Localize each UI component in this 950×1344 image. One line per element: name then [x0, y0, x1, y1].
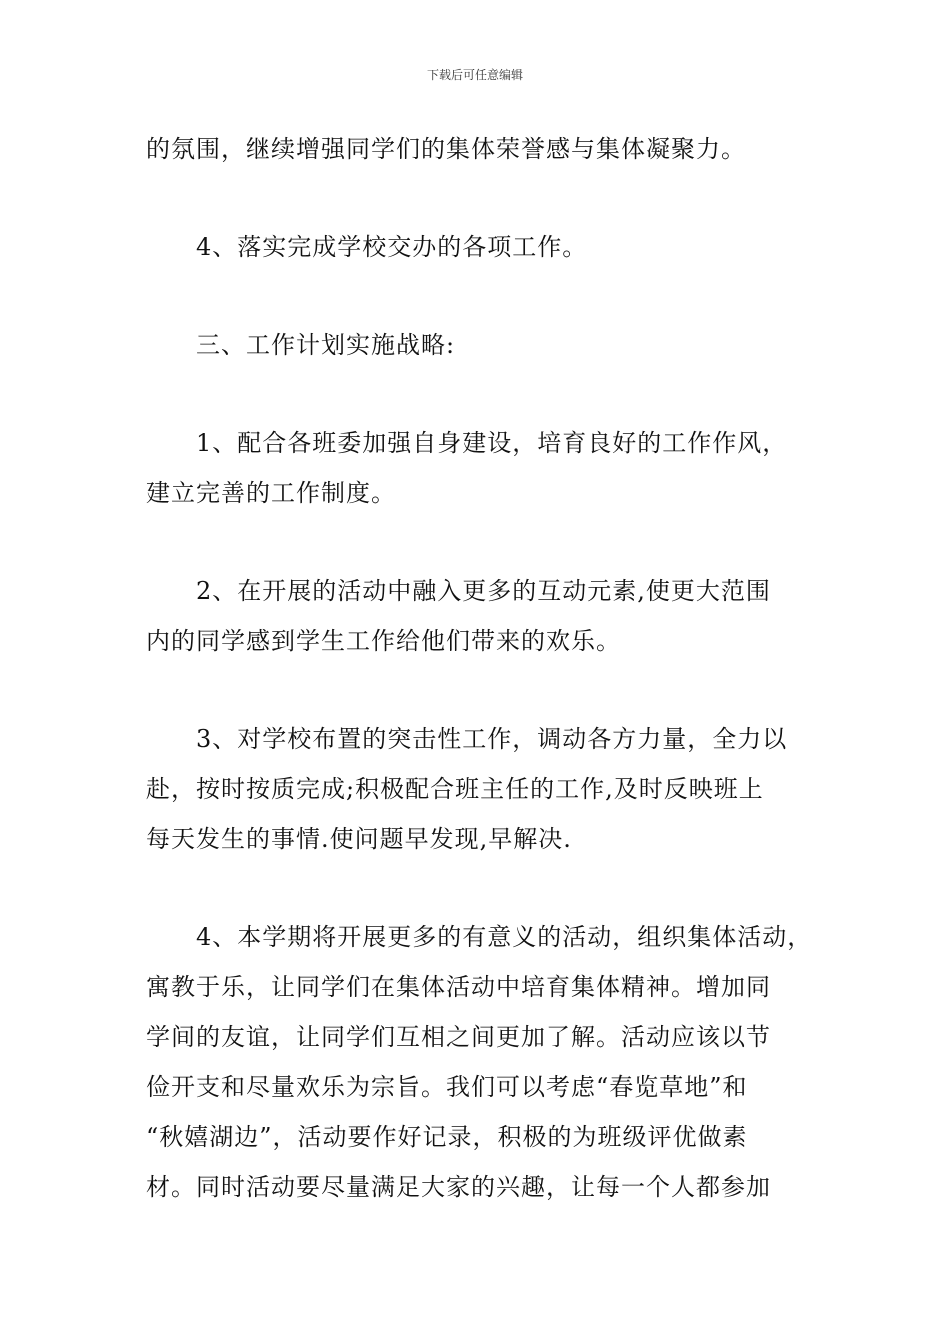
text-line: 赴，按时按质完成;积极配合班主任的工作,及时反映班上 [146, 775, 764, 803]
page-header: 下载后可任意编辑 [426, 68, 523, 82]
document-body [146, 124, 818, 1260]
text-line: 4、本学期将开展更多的有意义的活动，组织集体活动， [196, 923, 813, 951]
paragraph-item-1 [146, 418, 818, 518]
text-line: 俭开支和尽量欢乐为宗旨。我们可以考虑“春览草地”和 [146, 1073, 748, 1101]
text-line: 材。同时活动要尽量满足大家的兴趣，让每一个人都参加 [146, 1173, 771, 1201]
text-line: 建立完善的工作制度。 [146, 479, 396, 507]
text-line: “秋嬉湖边”，活动要作好记录，积极的为班级评优做素 [146, 1123, 748, 1151]
text-line: 学间的友谊，让同学们互相之间更加了解。活动应该以节 [146, 1023, 771, 1051]
paragraph-item-4-tasks [146, 222, 818, 272]
section-heading-strategy [146, 320, 818, 370]
text-line: 每天发生的事情.使问题早发现,早解决. [146, 825, 572, 853]
text-line: 2、在开展的活动中融入更多的互动元素,使更大范围 [196, 577, 771, 605]
text-line: 4、落实完成学校交办的各项工作。 [196, 233, 588, 261]
text-line: 的氛围，继续增强同学们的集体荣誉感与集体凝聚力。 [146, 135, 746, 163]
text-line: 3、对学校布置的突击性工作，调动各方力量，全力以 [196, 725, 788, 753]
paragraph-item-2 [146, 566, 818, 666]
text-line: 内的同学感到学生工作给他们带来的欢乐。 [146, 627, 621, 655]
text-line: 寓教于乐，让同学们在集体活动中培育集体精神。增加同 [146, 973, 771, 1001]
text-line: 三、工作计划实施战略: [196, 331, 456, 359]
paragraph-item-4-activities [146, 912, 818, 1212]
paragraph-atmosphere [146, 124, 818, 174]
paragraph-item-3 [146, 714, 818, 864]
text-line: 1、配合各班委加强自身建设，培育良好的工作作风， [196, 429, 788, 457]
